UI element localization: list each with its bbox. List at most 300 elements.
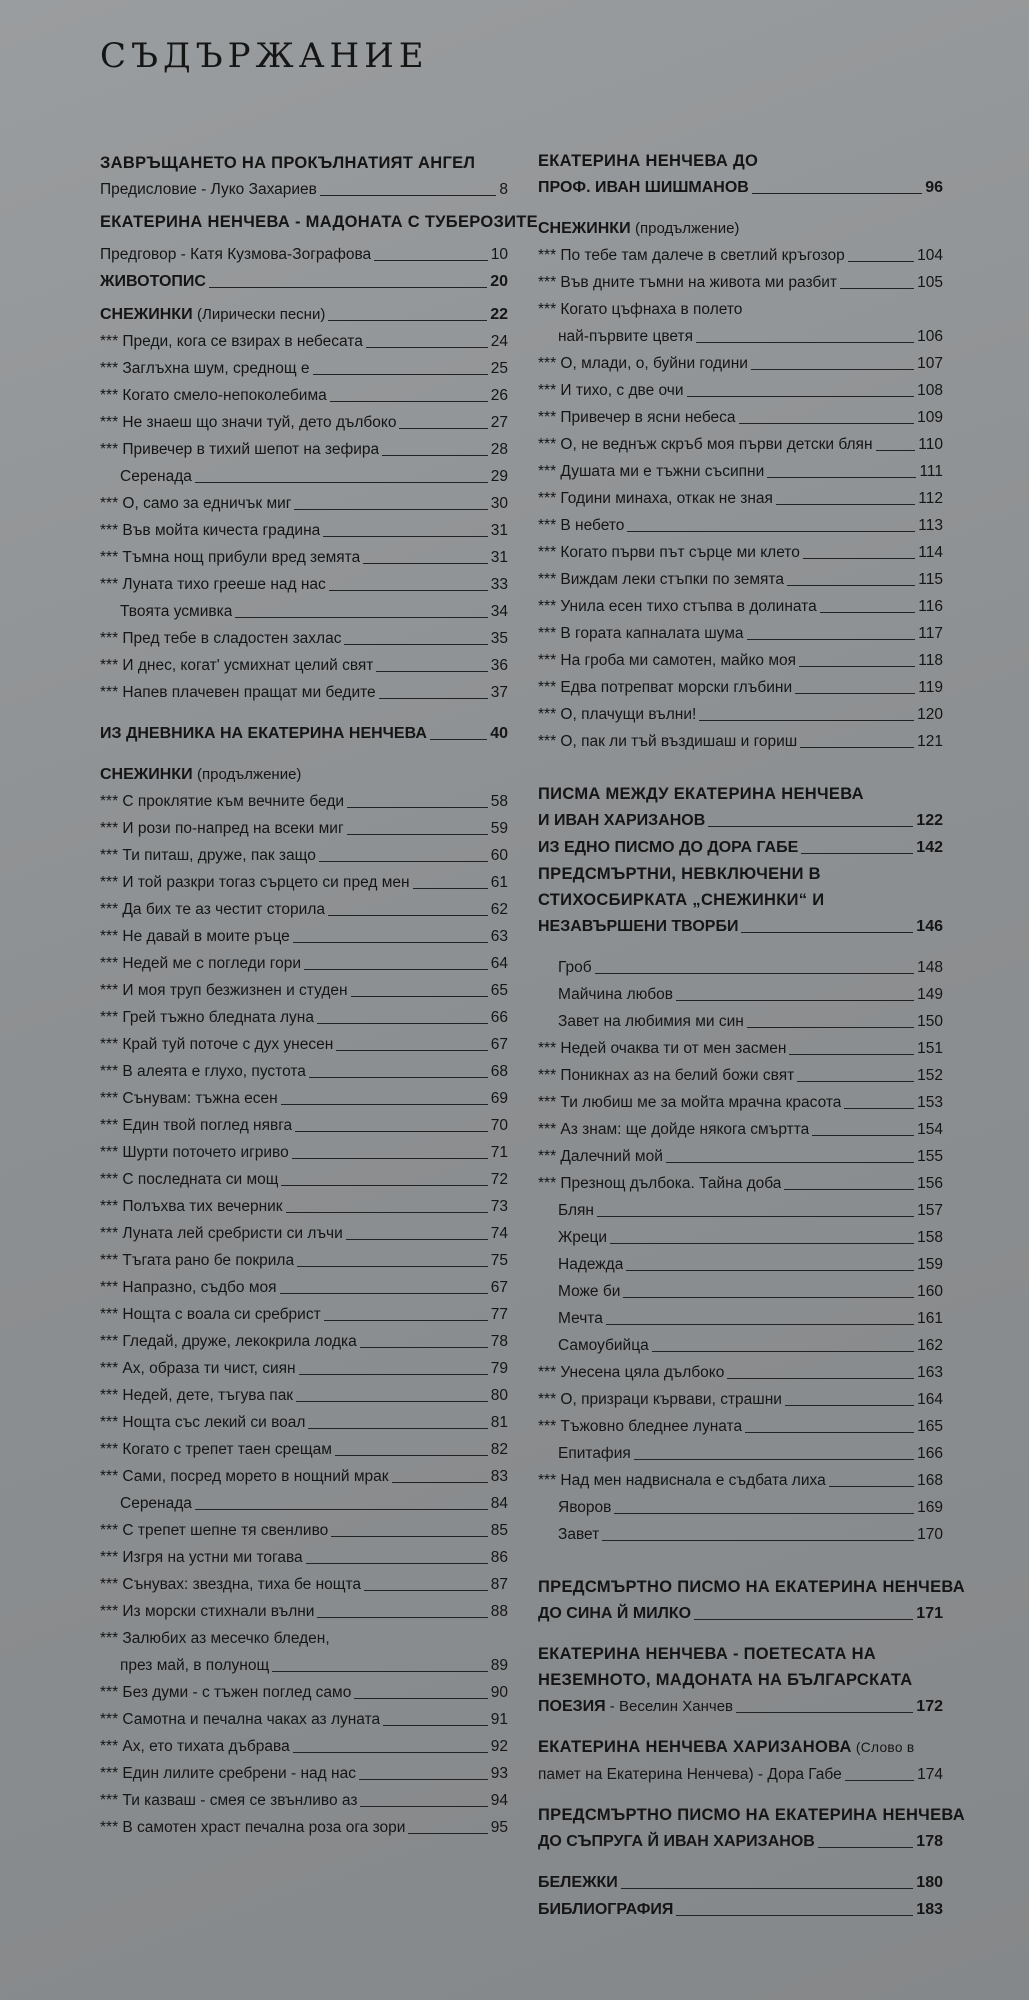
toc-entry [100, 1544, 508, 1571]
entry-title: през май, в полунощ [120, 1657, 270, 1674]
toc-entry: Предговор - Катя Кузмова-Зографова 10 [100, 246, 508, 263]
entry-title: *** Ах, ето тихата дъбрава [100, 1738, 290, 1755]
entry-title: *** Когато първи път сърце ми клето [538, 544, 800, 561]
entry-title: *** Ах, образа ти чист, сиян [100, 1360, 296, 1377]
entry-page-number: 170 [917, 1526, 943, 1543]
toc-entry [100, 1490, 508, 1517]
entry-page-number: 67 [490, 1279, 508, 1296]
toc-entry [538, 1278, 943, 1305]
toc-entry [100, 1382, 508, 1409]
entry-title: най-първите цветя [558, 328, 693, 345]
toc-entry [538, 323, 943, 350]
entry-page-number: 62 [490, 901, 508, 918]
toc-entry [100, 436, 508, 463]
entry-title: *** Сънувах: звездна, тиха бе нощта [100, 1576, 362, 1593]
entry-page-number: 107 [917, 355, 943, 372]
toc-entry [538, 242, 943, 269]
toc-entry [100, 1328, 508, 1355]
toc-entry [100, 625, 508, 652]
section-heading: ЗАВРЪЩАНЕТО НА ПРОКЪЛНАТИЯТ АНГЕЛ [100, 154, 476, 172]
entry-title: *** Сами, посред морето в нощний мрак [100, 1468, 389, 1485]
toc-entry [100, 1355, 508, 1382]
toc-left-column [100, 150, 538, 1841]
entry-page-number: 91 [490, 1711, 508, 1728]
toc-entry [100, 977, 508, 1004]
entry-page-number: 121 [917, 733, 943, 750]
toc-section-entry: памет на Екатерина Ненчева) - Дора Габе 174 [538, 1766, 943, 1783]
toc-entry [100, 1760, 508, 1787]
toc-entry [538, 350, 943, 377]
entry-page-number: 60 [490, 847, 508, 864]
entry-page-number: 34 [490, 603, 508, 620]
toc-entry [100, 1571, 508, 1598]
entry-page-number: 89 [490, 1657, 508, 1674]
toc-entry [100, 1733, 508, 1760]
entry-title: *** В алеята е глухо, пустота [100, 1063, 306, 1080]
entry-title: *** Полъхва тих вечерник [100, 1198, 283, 1215]
entry-page-number: 162 [917, 1337, 943, 1354]
entry-title: *** Едва потрепват морски глъбини [538, 679, 793, 696]
entry-page-number: 113 [918, 517, 943, 534]
entry-page-number: 150 [917, 1013, 943, 1030]
entry-title: *** Ти казваш - смея се звънливо аз [100, 1792, 358, 1809]
toc-entry [538, 1359, 943, 1386]
entry-page-number: 71 [490, 1144, 508, 1161]
toc-entry [100, 571, 508, 598]
toc-entry [538, 593, 943, 620]
entry-title: *** Когато смело-непоколебима [100, 387, 327, 404]
toc-entry [100, 1085, 508, 1112]
entry-title: Яворов [558, 1499, 612, 1516]
entry-title: *** Виждам леки стъпки по земята [538, 571, 784, 588]
toc-entry [538, 1224, 943, 1251]
entry-page-number: 93 [490, 1765, 508, 1782]
toc-entry [538, 539, 943, 566]
toc-entry [100, 1517, 508, 1544]
toc-entry [100, 544, 508, 571]
entry-title: *** Да бих те аз честит сторила [100, 901, 325, 918]
entry-title: *** Тъмна нощ прибули вред земята [100, 549, 361, 566]
toc-entry [100, 815, 508, 842]
entry-title: *** Привечер в тихий шепот на зефира [100, 441, 380, 458]
entry-title: *** Привечер в ясни небеса [538, 409, 736, 426]
entry-page-number: 28 [490, 441, 508, 458]
entry-title: *** Години минаха, откак не зная [538, 490, 773, 507]
entry-page-number: 154 [917, 1121, 943, 1138]
toc-entry [538, 1521, 943, 1548]
toc-section-entry: ДО СИНА Й МИЛКО 171 [538, 1605, 943, 1622]
toc-section-entry: И ИВАН ХАРИЗАНОВ 122 [538, 812, 943, 829]
toc-entry [538, 701, 943, 728]
entry-page-number: 151 [917, 1040, 943, 1057]
entry-page-number: 30 [490, 495, 508, 512]
entry-title: *** В гората капналата шума [538, 625, 744, 642]
entry-page-number: 79 [490, 1360, 508, 1377]
entry-page-number: 37 [490, 684, 508, 701]
toc-entry [100, 355, 508, 382]
toc-entry [100, 1679, 508, 1706]
toc-entry [100, 788, 508, 815]
entry-page-number: 168 [917, 1472, 943, 1489]
entry-page-number: 31 [490, 549, 508, 566]
toc-section-entry: БЕЛЕЖКИ 180 [538, 1874, 943, 1891]
toc-entry [538, 1116, 943, 1143]
entry-title: *** Във мойта кичеста градина [100, 522, 321, 539]
entry-page-number: 155 [917, 1148, 943, 1165]
toc-entry [100, 1436, 508, 1463]
entry-title: *** Напев плачевен пращат ми бедите [100, 684, 376, 701]
toc-entry [100, 409, 508, 436]
toc-entry [100, 598, 508, 625]
entry-title: *** Залюбих аз месечко бледен, [100, 1630, 330, 1647]
toc-entry [538, 647, 943, 674]
toc-entry [538, 1305, 943, 1332]
entry-title: *** Аз знам: ще дойде някога смъртта [538, 1121, 810, 1138]
entry-title: *** И моя труп безжизнен и студен [100, 982, 348, 999]
entry-page-number: 59 [490, 820, 508, 837]
entry-page-number: 61 [490, 874, 508, 891]
entry-title: *** Един лилите сребрени - над нас [100, 1765, 356, 1782]
entry-title: *** Когато цъфнаха в полето [538, 301, 743, 318]
toc-entry [100, 1706, 508, 1733]
toc-entry [538, 1251, 943, 1278]
toc-entry [100, 1814, 508, 1841]
entry-page-number: 68 [490, 1063, 508, 1080]
entry-page-number: 156 [917, 1175, 943, 1192]
entry-page-number: 117 [918, 625, 943, 642]
entry-page-number: 110 [918, 436, 943, 453]
entry-title: *** Сънувам: тъжна есен [100, 1090, 278, 1107]
toc-entry [538, 1386, 943, 1413]
toc-entry [100, 1463, 508, 1490]
entry-title: *** И рози по-напред на всеки миг [100, 820, 344, 837]
entry-title: Жреци [558, 1229, 608, 1246]
entry-page-number: 33 [490, 576, 508, 593]
entry-title: Завет на любимия ми син [558, 1013, 744, 1030]
toc-entry [538, 566, 943, 593]
entry-page-number: 63 [490, 928, 508, 945]
entry-page-number: 66 [490, 1009, 508, 1026]
toc-entry: Предисловие - Луко Захариев 8 [100, 181, 508, 198]
entry-title: Самоубийца [558, 1337, 649, 1354]
toc-entry [100, 1625, 508, 1652]
toc-entry [538, 377, 943, 404]
toc-entry [100, 328, 508, 355]
entry-page-number: 105 [917, 274, 943, 291]
entry-title: *** Унила есен тихо стъпва в долината [538, 598, 817, 615]
entry-page-number: 109 [917, 409, 943, 426]
section-heading: ЕКАТЕРИНА НЕНЧЕВА - МАДОНАТА С ТУБЕРОЗИТЕ [100, 213, 538, 231]
toc-entry [100, 1274, 508, 1301]
toc-section-entry: ДО СЪПРУГА Й ИВАН ХАРИЗАНОВ 178 [538, 1833, 943, 1850]
entry-page-number: 83 [490, 1468, 508, 1485]
entry-page-number: 118 [918, 652, 943, 669]
toc-section-entry: СНЕЖИНКИ (Лирически песни) 22 [100, 306, 508, 323]
entry-title: *** Във дните тъмни на живота ми разбит [538, 274, 838, 291]
toc-section-entry: ИЗ ДНЕВНИКА НА ЕКАТЕРИНА НЕНЧЕВА 40 [100, 725, 508, 742]
toc-entry [100, 1004, 508, 1031]
entry-page-number: 87 [490, 1576, 508, 1593]
toc-entry [538, 728, 943, 755]
entry-page-number: 160 [917, 1283, 943, 1300]
entry-title: *** По тебе там далече в светлий кръгозор [538, 247, 845, 264]
entry-page-number: 67 [490, 1036, 508, 1053]
entry-title: *** Заглъхна шум, среднощ е [100, 360, 310, 377]
entry-page-number: 169 [917, 1499, 943, 1516]
entry-page-number: 116 [918, 598, 943, 615]
entry-page-number: 75 [490, 1252, 508, 1269]
toc-entry [538, 1143, 943, 1170]
entry-page-number: 29 [490, 468, 508, 485]
entry-title: *** С последната си мощ [100, 1171, 279, 1188]
entry-page-number: 119 [918, 679, 943, 696]
entry-title: *** Преди, кога се взирах в небесата [100, 333, 363, 350]
entry-title: *** Край туй поточе с дух унесен [100, 1036, 334, 1053]
entry-page-number: 81 [490, 1414, 508, 1431]
entry-title: *** Шурти поточето игриво [100, 1144, 289, 1161]
entry-title: *** Над мен надвиснала е съдбата лиха [538, 1472, 826, 1489]
entry-title: *** Не давай в моите ръце [100, 928, 290, 945]
entry-title: *** О, плачущи вълни! [538, 706, 697, 723]
toc-entry [100, 1598, 508, 1625]
entry-page-number: 104 [917, 247, 943, 264]
entry-page-number: 77 [490, 1306, 508, 1323]
toc-entry [100, 490, 508, 517]
entry-page-number: 166 [917, 1445, 943, 1462]
entry-title: *** Самотна и печална чаках аз луната [100, 1711, 381, 1728]
toc-entry [100, 517, 508, 544]
entry-page-number: 112 [918, 490, 943, 507]
entry-page-number: 36 [490, 657, 508, 674]
entry-title: *** Поникнах аз на белий божи свят [538, 1067, 795, 1084]
entry-title: *** Ти любиш ме за мойта мрачна красота [538, 1094, 842, 1111]
entry-title: Завет [558, 1526, 600, 1543]
entry-title: *** Гледай, друже, лекокрила лодка [100, 1333, 357, 1350]
toc-entry [538, 1467, 943, 1494]
toc-entry [538, 269, 943, 296]
toc-entry [538, 620, 943, 647]
toc-entry [100, 1409, 508, 1436]
toc-entry [538, 431, 943, 458]
entry-title: *** Нощта с воала си сребрист [100, 1306, 321, 1323]
toc-section-entry: НЕЗАВЪРШЕНИ ТВОРБИ 146 [538, 918, 943, 935]
entry-title: *** И тихо, с две очи [538, 382, 684, 399]
entry-title: *** Един твой поглед нявга [100, 1117, 293, 1134]
toc-section-entry: ПОЕЗИЯ - Веселин Ханчев 172 [538, 1698, 943, 1715]
toc-entry [538, 1062, 943, 1089]
entry-title: Твоята усмивка [120, 603, 233, 620]
toc-section-entry: БИБЛИОГРАФИЯ 183 [538, 1901, 943, 1918]
toc-entry [100, 923, 508, 950]
entry-title: Епитафия [558, 1445, 631, 1462]
toc-entry [100, 1139, 508, 1166]
entry-title: *** Изгря на устни ми тогава [100, 1549, 303, 1566]
entry-page-number: 73 [490, 1198, 508, 1215]
entry-title: *** О, само за едничък миг [100, 495, 292, 512]
toc-entry [538, 1089, 943, 1116]
entry-page-number: 27 [490, 414, 508, 431]
entry-title: *** Недей ме с погледи гори [100, 955, 302, 972]
entry-page-number: 85 [490, 1522, 508, 1539]
toc-entry [538, 458, 943, 485]
entry-title: Надежда [558, 1256, 624, 1273]
toc-entry [538, 1332, 943, 1359]
toc-entry [538, 954, 943, 981]
entry-page-number: 114 [918, 544, 943, 561]
entry-title: *** Ти питаш, друже, пак защо [100, 847, 316, 864]
entry-page-number: 70 [490, 1117, 508, 1134]
entry-title: *** Когато с трепет таен срещам [100, 1441, 332, 1458]
entry-page-number: 90 [490, 1684, 508, 1701]
entry-title: *** Далечний мой [538, 1148, 663, 1165]
entry-title: *** С трепет шепне тя свенливо [100, 1522, 329, 1539]
entry-page-number: 69 [490, 1090, 508, 1107]
entry-page-number: 152 [917, 1067, 943, 1084]
entry-page-number: 64 [490, 955, 508, 972]
entry-title: *** Напразно, съдбо моя [100, 1279, 277, 1296]
entry-title: *** В самотен храст печална роза ога зори [100, 1819, 406, 1836]
entry-title: *** Пред тебе в сладостен захлас [100, 630, 342, 647]
entry-page-number: 115 [918, 571, 943, 588]
entry-page-number: 92 [490, 1738, 508, 1755]
entry-page-number: 108 [917, 382, 943, 399]
toc-entry: ЖИВОТОПИС 20 [100, 273, 508, 290]
entry-page-number: 35 [490, 630, 508, 647]
toc-entry [538, 1440, 943, 1467]
toc-entry [538, 1413, 943, 1440]
entry-page-number: 31 [490, 522, 508, 539]
toc-entry [100, 1301, 508, 1328]
entry-page-number: 106 [917, 328, 943, 345]
toc-entry [100, 869, 508, 896]
entry-title: *** На гроба ми самотен, майко моя [538, 652, 796, 669]
toc-entry [538, 1170, 943, 1197]
toc-entry [100, 950, 508, 977]
toc-entry [100, 1112, 508, 1139]
toc-entry [538, 674, 943, 701]
section-heading: ЕКАТЕРИНА НЕНЧЕВА ДО [538, 152, 759, 170]
toc-entry [100, 463, 508, 490]
entry-title: Гроб [558, 959, 592, 976]
entry-page-number: 159 [917, 1256, 943, 1273]
toc-entry [100, 1787, 508, 1814]
section-heading: ЕКАТЕРИНА НЕНЧЕВА - ПОЕТЕСАТА НА НЕЗЕМНОТО, МАДОНАТА НА БЪЛГАРСКАТА [538, 1645, 913, 1689]
section-heading: ПРЕДСМЪРТНИ, НЕВКЛЮЧЕНИ В СТИХОСБИРКАТА „СНЕЖИНКИ“ И [538, 865, 825, 909]
entry-page-number: 165 [917, 1418, 943, 1435]
entry-page-number: 74 [490, 1225, 508, 1242]
toc-entry [100, 679, 508, 706]
toc-entry [538, 512, 943, 539]
entry-page-number: 24 [490, 333, 508, 350]
entry-page-number: 25 [490, 360, 508, 377]
entry-title: *** О, призраци кървави, страшни [538, 1391, 782, 1408]
entry-title: *** Из морски стихнали вълни [100, 1603, 315, 1620]
entry-title: Серенада [120, 1495, 192, 1512]
section-heading: ПРЕДСМЪРТНО ПИСМО НА ЕКАТЕРИНА НЕНЧЕВА [538, 1578, 965, 1596]
entry-page-number: 80 [490, 1387, 508, 1404]
entry-title: Може би [558, 1283, 621, 1300]
toc-entry [538, 1197, 943, 1224]
toc-right-column [538, 148, 965, 1923]
toc-entry [538, 1035, 943, 1062]
entry-title: *** Недей очаква ти от мен засмен [538, 1040, 787, 1057]
toc-entry [100, 1652, 508, 1679]
entry-page-number: 111 [919, 463, 943, 480]
toc-entry [100, 1166, 508, 1193]
toc-entry [538, 1008, 943, 1035]
entry-page-number: 157 [917, 1202, 943, 1219]
entry-title: *** И той разкри тогаз сърцето си пред мен [100, 874, 410, 891]
entry-title: Майчина любов [558, 986, 673, 1003]
entry-page-number: 120 [917, 706, 943, 723]
entry-page-number: 88 [490, 1603, 508, 1620]
toc-entry [538, 485, 943, 512]
entry-title: *** Не знаеш що значи туй, дето дълбоко [100, 414, 397, 431]
toc-entry [100, 652, 508, 679]
entry-title: *** Унесена цяла дълбоко [538, 1364, 725, 1381]
entry-title: Блян [558, 1202, 594, 1219]
toc-entry [538, 296, 943, 323]
entry-page-number: 72 [490, 1171, 508, 1188]
toc-entry [100, 842, 508, 869]
toc-entry [100, 896, 508, 923]
section-heading: ЕКАТЕРИНА НЕНЧЕВА ХАРИЗАНОВА (Слово в [538, 1738, 915, 1756]
entry-title: *** Луната лей сребристи си лъчи [100, 1225, 343, 1242]
toc-entry [538, 981, 943, 1008]
entry-page-number: 164 [917, 1391, 943, 1408]
toc-entry [100, 1058, 508, 1085]
entry-title: *** О, млади, о, буйни години [538, 355, 748, 372]
entry-page-number: 94 [490, 1792, 508, 1809]
toc-entry [538, 404, 943, 431]
section-heading: ПРЕДСМЪРТНО ПИСМО НА ЕКАТЕРИНА НЕНЧЕВА [538, 1806, 965, 1824]
entry-page-number: 158 [917, 1229, 943, 1246]
entry-title: *** Луната тихо грееше над нас [100, 576, 326, 593]
entry-title: *** О, не веднъж скръб моя първи детски блян [538, 436, 873, 453]
entry-page-number: 148 [917, 959, 943, 976]
entry-title: Серенада [120, 468, 192, 485]
entry-title: *** Тъгата рано бе покрила [100, 1252, 295, 1269]
entry-page-number: 26 [490, 387, 508, 404]
toc-entry [100, 1193, 508, 1220]
entry-title: *** Тъжовно бледнее луната [538, 1418, 743, 1435]
toc-section-entry: СНЕЖИНКИ (продължение) [100, 766, 302, 783]
entry-title: *** Нощта със лекий си воал [100, 1414, 306, 1431]
page-title: СЪДЪРЖАНИЕ [100, 36, 429, 76]
entry-title: *** Грей тъжно бледната луна [100, 1009, 314, 1026]
entry-page-number: 82 [490, 1441, 508, 1458]
entry-page-number: 163 [917, 1364, 943, 1381]
entry-title: *** О, пак ли тъй въздишаш и гориш [538, 733, 798, 750]
toc-entry [538, 1494, 943, 1521]
toc-section-entry: ПРОФ. ИВАН ШИШМАНОВ 96 [538, 179, 943, 196]
entry-page-number: 153 [917, 1094, 943, 1111]
toc-entry [100, 1031, 508, 1058]
entry-title: Мечта [558, 1310, 603, 1327]
toc-entry [100, 1220, 508, 1247]
entry-title: *** В небето [538, 517, 625, 534]
entry-page-number: 86 [490, 1549, 508, 1566]
entry-title: *** Без думи - с тъжен поглед само [100, 1684, 352, 1701]
toc-entry [100, 382, 508, 409]
toc-section-entry: ИЗ ЕДНО ПИСМО ДО ДОРА ГАБЕ 142 [538, 839, 943, 856]
entry-page-number: 161 [917, 1310, 943, 1327]
entry-title: *** С проклятие към вечните беди [100, 793, 345, 810]
entry-page-number: 65 [490, 982, 508, 999]
entry-page-number: 95 [490, 1819, 508, 1836]
entry-title: *** Недей, дете, тъгува пак [100, 1387, 294, 1404]
entry-page-number: 78 [490, 1333, 508, 1350]
